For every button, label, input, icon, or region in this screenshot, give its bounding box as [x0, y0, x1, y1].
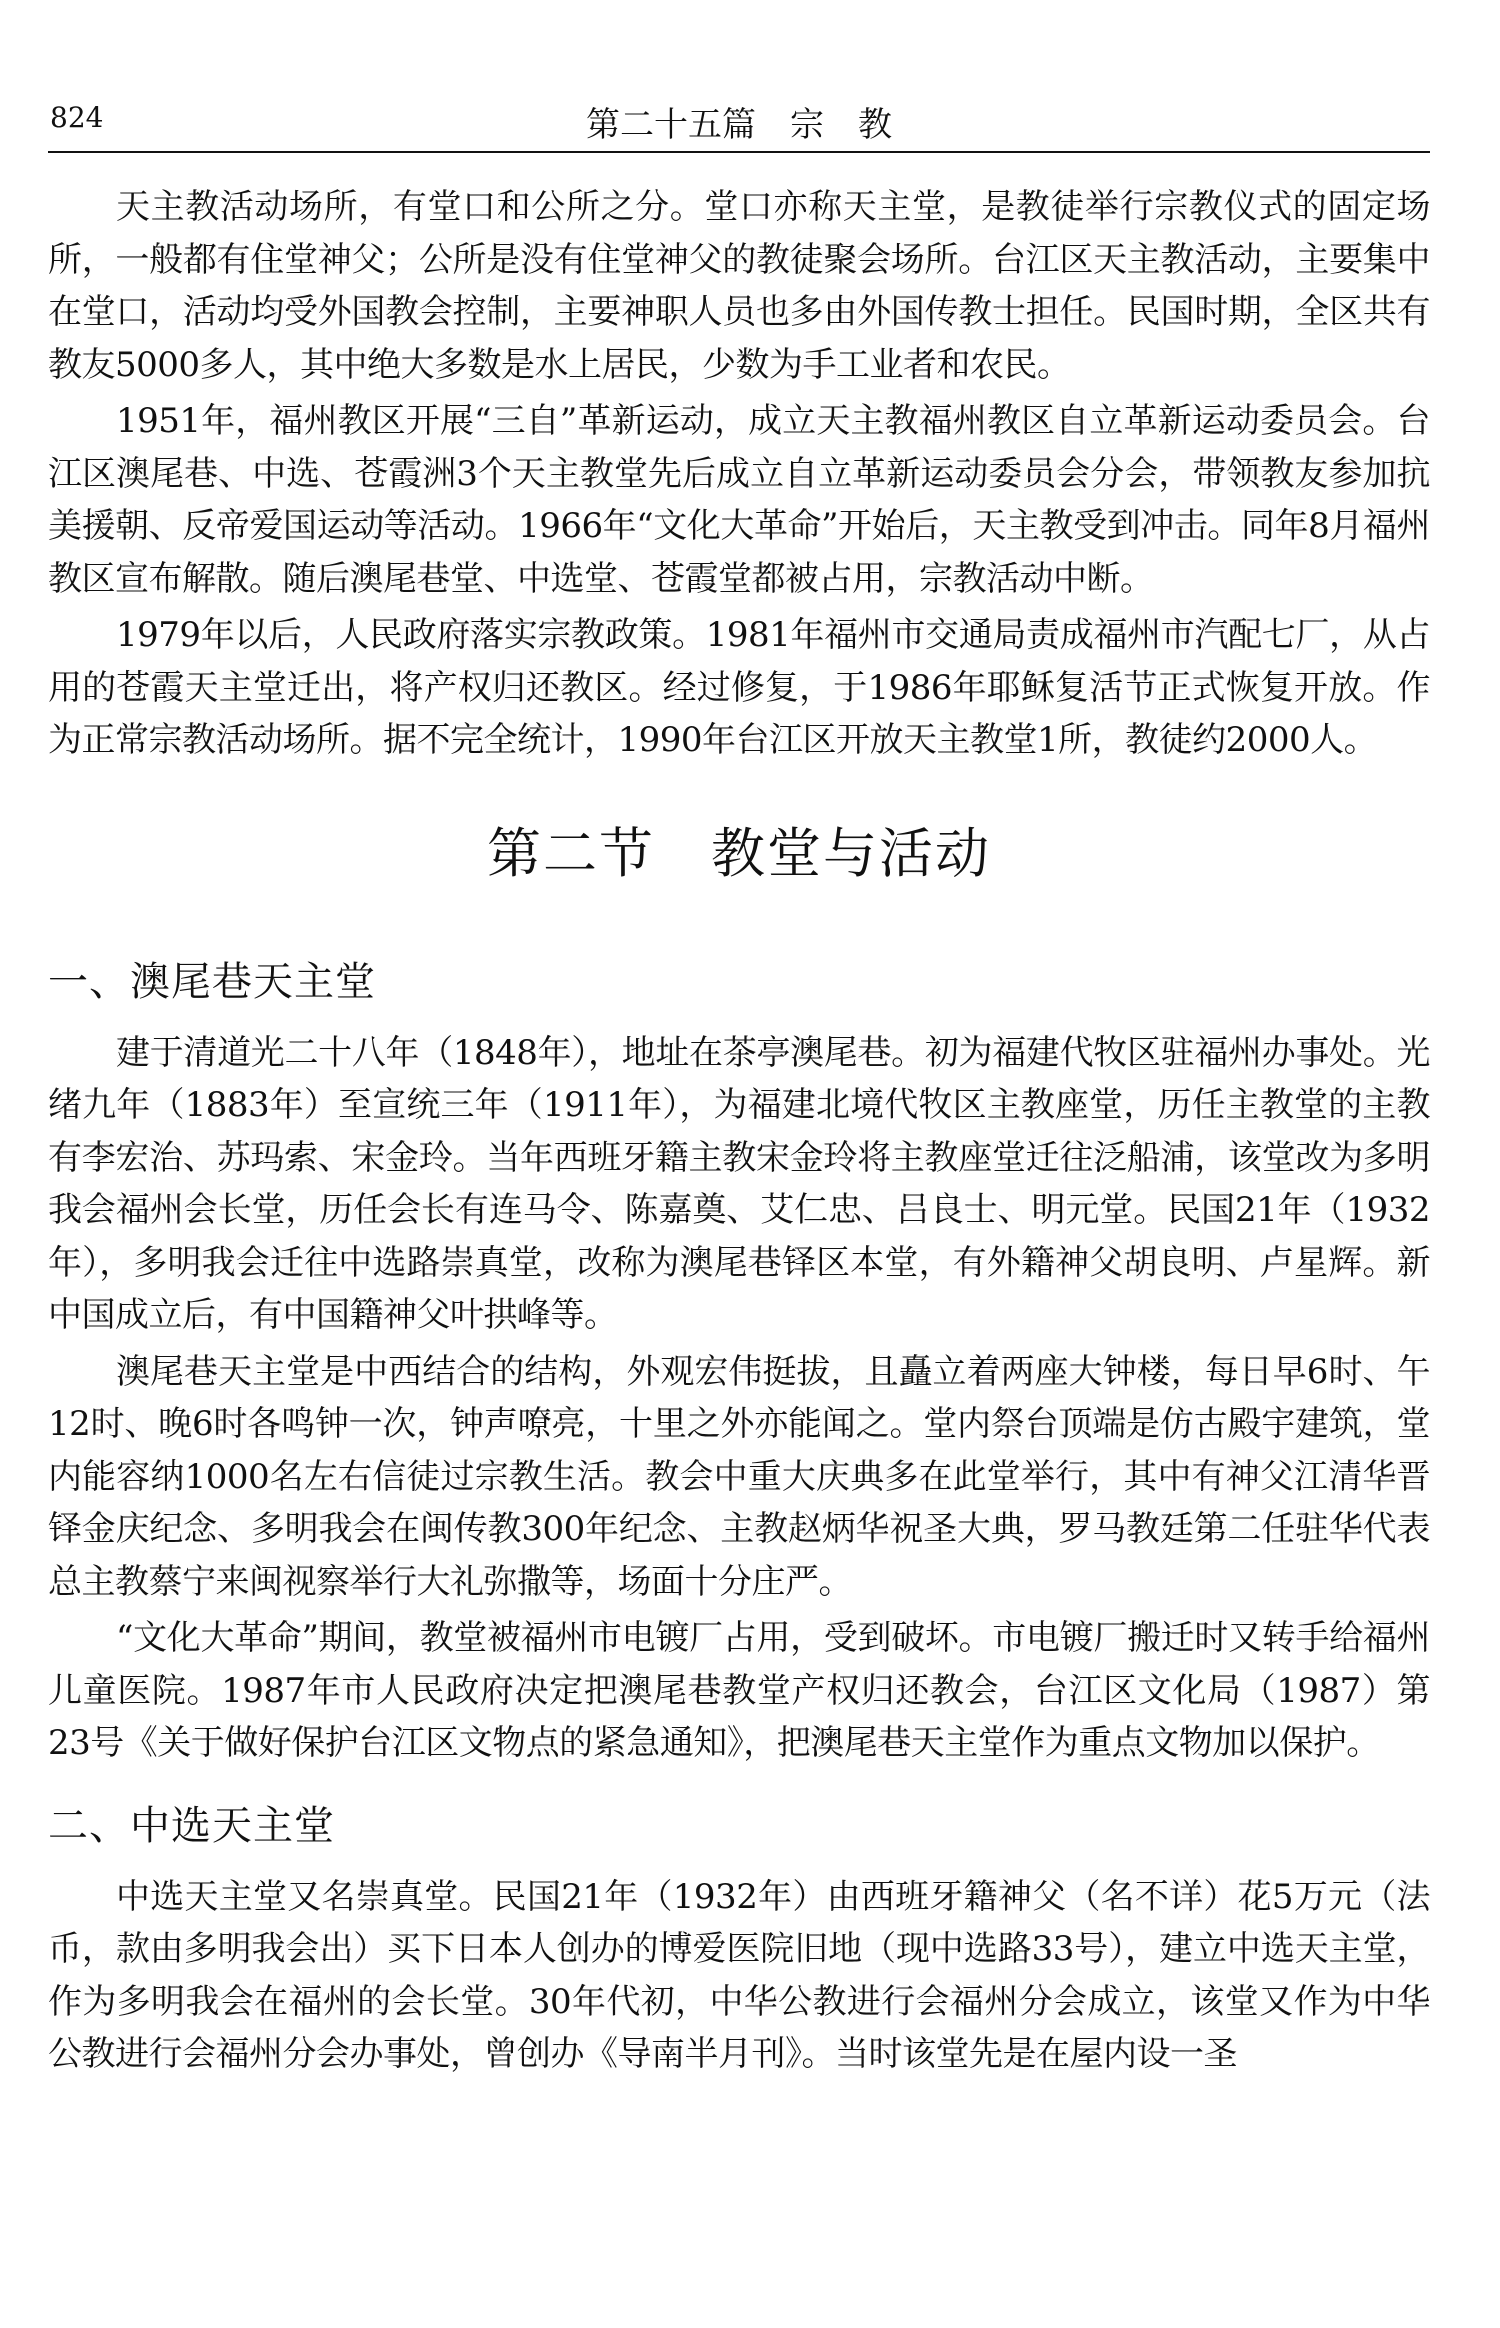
zhongxuan-paragraph-1: 中选天主堂又名崇真堂。民国21年（1932年）由西班牙籍神父（名不详）花5万元（法币，款由多明我会出）买下日本人创办的博爱医院旧地（现中选路33号），建立中选天主堂，作为多明我会在福州的会长堂。30年代初，中华公教进行会福州分会成立，该堂又作为中华公教进行会福州分会办事处，曾创办《导南半月刊》。当时该堂先是在屋内设一圣 [48, 1876, 1430, 2074]
running-title: 第二十五篇 宗 教 [586, 105, 892, 145]
subsection-title-zhongxuan: 二、中选天主堂 [48, 1802, 335, 1849]
page-body [48, 153, 1430, 2081]
intro-paragraph-3: 1979年以后，人民政府落实宗教政策。1981年福州市交通局责成福州市汽配七厂，从占用的苍霞天主堂迁出，将产权归还教区。经过修复，于1986年耶稣复活节正式恢复开放。作为正常宗教活动场所。据不完全统计，1990年台江区开放天主教堂1所，教徒约2000人。 [48, 615, 1430, 760]
aoweixiang-paragraph-3: “文化大革命”期间，教堂被福州市电镀厂占用，受到破坏。市电镀厂搬迁时又转手给福州儿童医院。1987年市人民政府决定把澳尾巷教堂产权归还教会，台江区文化局（1987）第23号《关于做好保护台江区文物点的紧急通知》，把澳尾巷天主堂作为重点文物加以保护。 [48, 1618, 1430, 1763]
intro-paragraph-2: 1951年，福州教区开展“三自”革新运动，成立天主教福州教区自立革新运动委员会。台江区澳尾巷、中选、苍霞洲3个天主教堂先后成立自立革新运动委员会分会，带领教友参加抗美援朝、反帝爱国运动等活动。1966年“文化大革命”开始后，天主教受到冲击。同年8月福州教区宣布解散。随后澳尾巷堂、中选堂、苍霞堂都被占用，宗教活动中断。 [48, 401, 1430, 599]
page-number: 824 [50, 101, 104, 134]
aoweixiang-paragraph-2: 澳尾巷天主堂是中西结合的结构，外观宏伟挺拔，且矗立着两座大钟楼，每日早6时、午12时、晚6时各鸣钟一次，钟声嘹亮，十里之外亦能闻之。堂内祭台顶端是仿古殿宇建筑，堂内能容纳1000名左右信徒过宗教生活。教会中重大庆典多在此堂举行，其中有神父江清华晋铎金庆纪念、多明我会在闽传教300年纪念、主教赵炳华祝圣大典，罗马教廷第二任驻华代表总主教蔡宁来闽视察举行大礼弥撒等，场面十分庄严。 [48, 1351, 1430, 1602]
section-title: 第二节 教堂与活动 [487, 821, 991, 885]
aoweixiang-paragraph-1: 建于清道光二十八年（1848年），地址在茶亭澳尾巷。初为福建代牧区驻福州办事处。光绪九年（1883年）至宣统三年（1911年），为福建北境代牧区主教座堂，历任主教堂的主教有李宏治、苏玛索、宋金玲。当年西班牙籍主教宋金玲将主教座堂迁往泛船浦，该堂改为多明我会福州会长堂，历任会长有连马令、陈嘉奠、艾仁忠、吕良士、明元堂。民国21年（1932年），多明我会迁往中选路崇真堂，改称为澳尾巷铎区本堂，有外籍神父胡良明、卢星辉。新中国成立后，有中国籍神父叶拱峰等。 [48, 1032, 1430, 1335]
subsection-title-aoweixiang: 一、澳尾巷天主堂 [48, 958, 376, 1005]
book-page [48, 95, 1430, 2085]
intro-paragraph-1: 天主教活动场所，有堂口和公所之分。堂口亦称天主堂，是教徒举行宗教仪式的固定场所，一般都有住堂神父；公所是没有住堂神父的教徒聚会场所。台江区天主教活动，主要集中在堂口，活动均受外国教会控制，主要神职人员也多由外国传教士担任。民国时期，全区共有教友5000多人，其中绝大多数是水上居民，少数为手工业者和农民。 [48, 187, 1430, 385]
page-header [48, 95, 1430, 153]
